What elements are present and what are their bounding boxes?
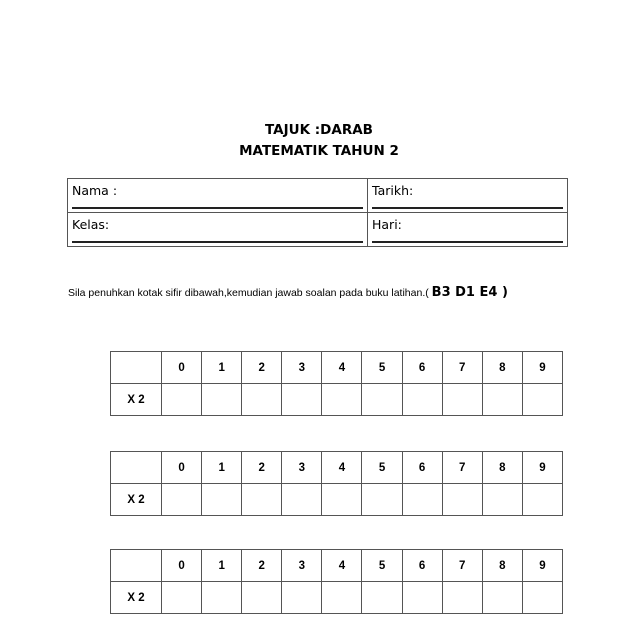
column-header: 0	[162, 352, 202, 384]
column-header: 9	[522, 452, 562, 484]
date-write-line	[372, 207, 563, 209]
day-label: Hari:	[372, 217, 402, 232]
answer-cell[interactable]	[442, 484, 482, 516]
answer-cell[interactable]	[162, 582, 202, 614]
answer-cell[interactable]	[362, 484, 402, 516]
name-write-line	[72, 207, 363, 209]
column-header: 8	[482, 452, 522, 484]
column-header: 0	[162, 452, 202, 484]
answer-cell[interactable]	[202, 484, 242, 516]
answer-row	[111, 484, 563, 516]
answer-cell[interactable]	[362, 582, 402, 614]
column-header: 6	[402, 452, 442, 484]
column-header: 2	[242, 550, 282, 582]
answer-cell[interactable]	[482, 384, 522, 416]
corner-cell	[111, 452, 162, 484]
instruction-body: Sila penuhkan kotak sifir dibawah,kemudian jawab soalan pada buku latihan.(	[68, 287, 429, 299]
answer-cell[interactable]	[202, 384, 242, 416]
day-field[interactable]	[368, 213, 568, 247]
learning-standard-code: B3 D1 E4 )	[431, 285, 508, 300]
column-header: 3	[282, 550, 322, 582]
column-header: 1	[202, 352, 242, 384]
answer-cell[interactable]	[522, 384, 562, 416]
column-header: 6	[402, 352, 442, 384]
column-header: 4	[322, 452, 362, 484]
column-header: 1	[202, 452, 242, 484]
class-field[interactable]	[68, 213, 368, 247]
multiplication-table	[110, 451, 563, 516]
column-header: 4	[322, 550, 362, 582]
answer-cell[interactable]	[442, 384, 482, 416]
column-header: 0	[162, 550, 202, 582]
worksheet-title: TAJUK :DARAB	[265, 122, 373, 138]
column-header: 6	[402, 550, 442, 582]
instruction-text	[68, 285, 628, 300]
multiplication-table	[110, 549, 563, 614]
answer-cell[interactable]	[162, 484, 202, 516]
column-header: 5	[362, 452, 402, 484]
answer-cell[interactable]	[522, 484, 562, 516]
column-header: 8	[482, 550, 522, 582]
column-header: 5	[362, 550, 402, 582]
answer-cell[interactable]	[282, 582, 322, 614]
answer-cell[interactable]	[482, 582, 522, 614]
date-label: Tarikh:	[372, 183, 414, 198]
answer-cell[interactable]	[322, 484, 362, 516]
table-header-row	[111, 352, 563, 384]
column-header: 3	[282, 352, 322, 384]
column-header: 2	[242, 352, 282, 384]
table-header-row	[111, 550, 563, 582]
column-header: 1	[202, 550, 242, 582]
answer-row	[111, 384, 563, 416]
answer-cell[interactable]	[402, 484, 442, 516]
answer-cell[interactable]	[322, 582, 362, 614]
row-label: X 2	[111, 384, 162, 416]
column-header: 3	[282, 452, 322, 484]
answer-cell[interactable]	[202, 582, 242, 614]
corner-cell	[111, 550, 162, 582]
answer-cell[interactable]	[242, 484, 282, 516]
class-write-line	[72, 241, 363, 243]
corner-cell	[111, 352, 162, 384]
day-write-line	[372, 241, 563, 243]
multiplication-table	[110, 351, 563, 416]
answer-cell[interactable]	[282, 484, 322, 516]
answer-cell[interactable]	[362, 384, 402, 416]
row-label: X 2	[111, 582, 162, 614]
name-field[interactable]	[68, 179, 368, 213]
column-header: 2	[242, 452, 282, 484]
row-label: X 2	[111, 484, 162, 516]
column-header: 4	[322, 352, 362, 384]
column-header: 7	[442, 550, 482, 582]
class-label: Kelas:	[72, 217, 110, 232]
name-label: Nama :	[72, 183, 118, 198]
answer-cell[interactable]	[522, 582, 562, 614]
answer-cell[interactable]	[242, 582, 282, 614]
answer-cell[interactable]	[322, 384, 362, 416]
date-field[interactable]	[368, 179, 568, 213]
column-header: 7	[442, 452, 482, 484]
answer-cell[interactable]	[282, 384, 322, 416]
answer-row	[111, 582, 563, 614]
column-header: 5	[362, 352, 402, 384]
column-header: 8	[482, 352, 522, 384]
answer-cell[interactable]	[162, 384, 202, 416]
answer-cell[interactable]	[442, 582, 482, 614]
answer-cell[interactable]	[402, 582, 442, 614]
answer-cell[interactable]	[242, 384, 282, 416]
student-info-form	[67, 178, 568, 247]
column-header: 7	[442, 352, 482, 384]
column-header: 9	[522, 550, 562, 582]
answer-cell[interactable]	[482, 484, 522, 516]
column-header: 9	[522, 352, 562, 384]
worksheet-subtitle: MATEMATIK TAHUN 2	[239, 143, 399, 159]
answer-cell[interactable]	[402, 384, 442, 416]
table-header-row	[111, 452, 563, 484]
